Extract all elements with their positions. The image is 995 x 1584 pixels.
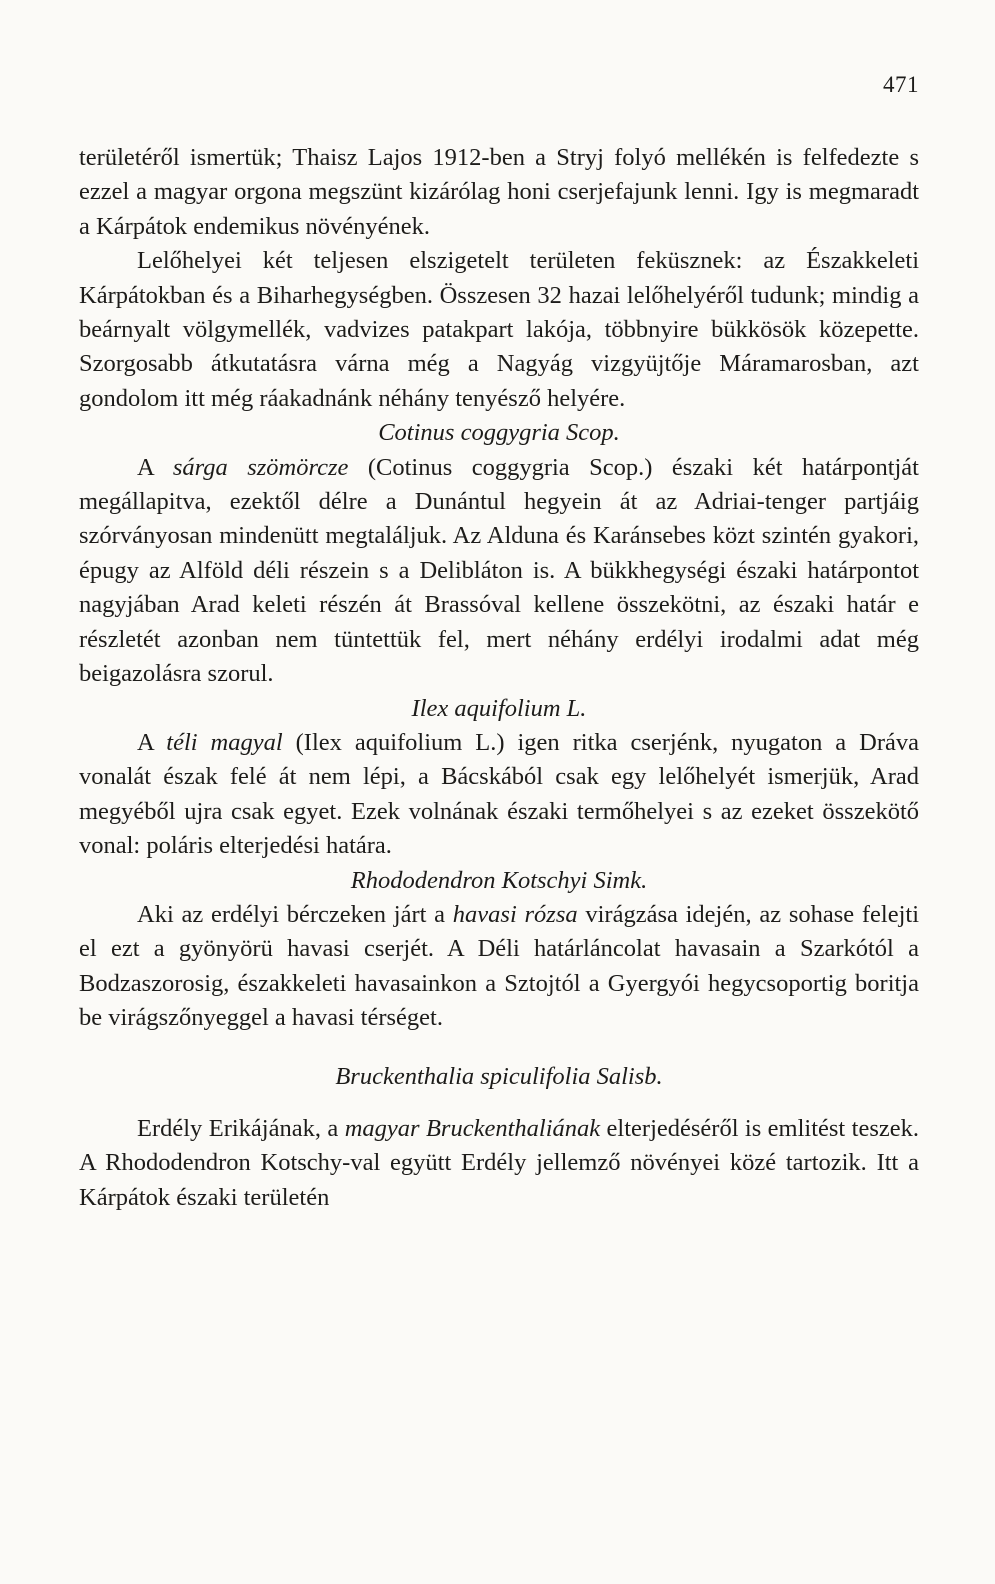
paragraph-text: A bbox=[137, 453, 154, 481]
heading-rhododendron: Rhododendron Kotschyi Simk. bbox=[350, 866, 648, 894]
paragraph-syringa-locations: Lelőhelyei két teljesen elszigetelt területen feküsznek: az Északkeleti Kárpátokban és a Biharhegységben. Összesen 32 hazai lelőhelyéről tudunk; mindig a beárnyalt völgymellék, vadvizes patakpart lakója, többnyire bükkösök közepette. Szorgosabb átkutatásra várna még a Nagyág vizgyüjtője Máramarosban, azt gondolom itt még ráakadnánk néhány tenyésző helyére. bbox=[79, 247, 919, 412]
paragraph-continuation: területéről ismertük; Thaisz Lajos 1912-ben a Stryj folyó mellékén is felfedezte s ezzel a magyar orgona megszünt kizárólag honi cserjefajunk lenni. Igy is megmaradt a Kárpátok endemikus növényének. bbox=[79, 144, 919, 240]
paragraph-text: Erdély Erikájának, a bbox=[137, 1114, 339, 1142]
paragraph-ilex bbox=[79, 726, 919, 864]
paragraph-rhododendron bbox=[79, 898, 919, 1036]
common-name-italic: magyar Bruckenthaliának bbox=[344, 1114, 601, 1142]
paragraph-cotinus bbox=[79, 451, 919, 692]
paragraph-text: virágzása idején, az sohase felejti el ezt a gyönyörü havasi cserjét. A Déli határláncolat havasain a Szarkótól a Bodzaszorosig, északkeleti havasainkon a Sztojtól a Gyergyói hegycsoportig boritja be virágszőnyeggel a havasi térséget. bbox=[79, 900, 920, 1032]
paragraph-text: (Cotinus coggygria Scop.) északi két határpontját megállapitva, ezektől délre a Dunántul hegyein át az Adriai-tenger partjáig szórványosan mindenütt megtaláljuk. Az Alduna és Karánsebes közt szintén gyakori, épugy az Alföld déli részein s a Delibláton is. A bükkhegységi északi határpontot nagyjában Arad keleti részén át Brassóval kellene összekötni, az északi határ e részletét azonban nem tüntettük fel, mert néhány erdélyi irodalmi adat még beigazolásra szorul. bbox=[79, 453, 919, 688]
paragraph-text: elterjedéséről is emlitést teszek. A Rhododendron Kotschy-val együtt Erdély jellemző növényei közé tartozik. Itt a Kárpátok északi területén bbox=[79, 1114, 919, 1211]
page-number: 471 bbox=[883, 72, 919, 97]
common-name-italic: havasi rózsa bbox=[452, 900, 578, 928]
heading-ilex: Ilex aquifolium L. bbox=[411, 694, 587, 722]
paragraph-text: (Ilex aquifolium L.) igen ritka cserjénk, nyugaton a Dráva vonalát észak felé át nem lépi, a Bácskából csak egy lelőhelyét ismerjük, Arad megyéből ujra csak egyet. Ezek volnának északi termőhelyei s az ezeket összekötő vonal: poláris elterjedési határa. bbox=[79, 728, 919, 860]
paragraph-text: A bbox=[137, 728, 154, 756]
paragraph-bruckenthalia bbox=[79, 1112, 919, 1215]
page-body bbox=[79, 141, 919, 1215]
common-name-italic: sárga szömörcze bbox=[172, 453, 349, 481]
common-name-italic: téli magyal bbox=[166, 728, 283, 756]
paragraph-text: Aki az erdélyi bérczeken járt a bbox=[137, 900, 446, 928]
heading-bruckenthalia: Bruckenthalia spiculifolia Salisb. bbox=[335, 1062, 663, 1090]
heading-cotinus: Cotinus coggygria Scop. bbox=[378, 419, 620, 447]
